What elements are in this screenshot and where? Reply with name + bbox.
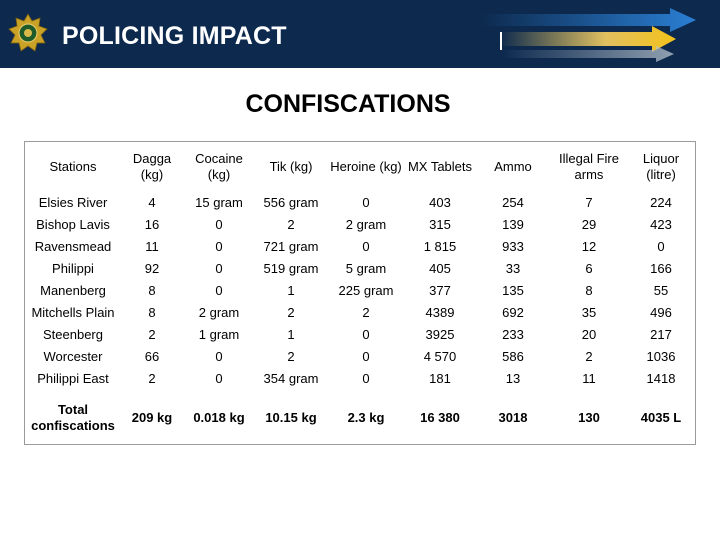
column-header: Heroine (kg) [330,159,402,174]
table-cell: 933 [502,239,524,254]
table-cell: 1 gram [198,327,240,342]
table-cell: 2 [287,305,295,320]
table-cell: 166 [650,261,672,276]
station-cell: Worcester [43,349,103,364]
column-header: Ammo [494,159,532,174]
table-cell: 0 [362,371,370,386]
police-badge-icon [8,13,48,53]
table-cell: 0 [362,349,370,364]
table-cell: 209 kg [131,410,173,425]
table-cell: 66 [144,349,160,364]
table-row [25,236,695,258]
slide-title: CONFISCATIONS [245,90,451,118]
table-cell: 92 [144,261,160,276]
table-cell: 12 [581,239,597,254]
table-cell: 0 [657,239,665,254]
table-cell: 423 [650,217,672,232]
table-cell: 354 gram [263,371,319,386]
table-total-row [25,390,695,446]
table-cell: 181 [429,371,451,386]
table-cell: 135 [502,283,524,298]
table-cell: 0 [362,195,370,210]
column-header: Dagga (kg) [132,151,172,182]
table-cell: 556 gram [263,195,319,210]
table-row [25,368,695,390]
station-cell: Elsies River [38,195,108,210]
column-header: Illegal Fire arms [559,151,619,182]
table-row [25,280,695,302]
table-cell: 35 [581,305,597,320]
table-cell: 55 [653,283,669,298]
table-row [25,346,695,368]
table-cell: 3925 [425,327,455,342]
table-cell: 586 [502,349,524,364]
table-cell: 2 [585,349,593,364]
table-cell: 1 815 [423,239,457,254]
table-row [25,302,695,324]
column-header: Liquor (litre) [642,151,680,182]
table-cell: 1036 [646,349,676,364]
table-cell: 0 [362,327,370,342]
table-row [25,258,695,280]
table-cell: 721 gram [263,239,319,254]
table-cell: 496 [650,305,672,320]
table-cell: 4389 [425,305,455,320]
table-cell: 16 [144,217,160,232]
table-cell: 2 [287,217,295,232]
table-cell: 33 [505,261,521,276]
table-cell: 7 [585,195,593,210]
column-header: Cocaine (kg) [195,151,243,182]
table-cell: 2 gram [345,217,387,232]
table-cell: 377 [429,283,451,298]
table-cell: 5 gram [345,261,387,276]
table-cell: 217 [650,327,672,342]
table-cell: 13 [505,371,521,386]
table-cell: 519 gram [263,261,319,276]
table-cell: 254 [502,195,524,210]
station-cell: Philippi East [37,371,109,386]
header-bar [0,0,720,68]
confiscations-table [25,142,695,446]
table-header-row [25,142,695,192]
table-cell: 2 [362,305,370,320]
table-cell: 403 [429,195,451,210]
table-cell: 1418 [646,371,676,386]
table-cell: 0 [362,239,370,254]
table-cell: 2 [148,371,156,386]
station-cell: Ravensmead [34,239,112,254]
table-cell: 405 [429,261,451,276]
table-row [25,192,695,214]
table-cell: 4 [148,195,156,210]
table-cell: 139 [502,217,524,232]
table-cell: 4 570 [423,349,457,364]
station-cell: Steenberg [43,327,103,342]
table-cell: 0 [215,283,223,298]
table-cell: 29 [581,217,597,232]
column-header: Tik (kg) [269,159,313,174]
table-row [25,214,695,236]
table-cell: 0 [215,239,223,254]
table-cell: 130 [578,410,600,425]
station-cell: Manenberg [40,283,106,298]
table-cell: 315 [429,217,451,232]
table-cell: 4035 L [640,410,682,425]
table-cell: 8 [585,283,593,298]
table-cell: 2 [287,349,295,364]
table-cell: 233 [502,327,524,342]
table-cell: 2 [148,327,156,342]
table-cell: 692 [502,305,524,320]
table-cell: 10.15 kg [265,410,317,425]
table-cell: 0 [215,371,223,386]
table-cell: 8 [148,305,156,320]
table-cell: 15 gram [195,195,243,210]
table-cell: 2 gram [198,305,240,320]
table-cell: 2.3 kg [347,410,385,425]
table-cell: 0.018 kg [193,410,245,425]
table-cell: 0 [215,217,223,232]
table-cell: 16 380 [420,410,460,425]
header-title: POLICING IMPACT [62,22,287,50]
table-cell: 225 gram [338,283,394,298]
table-cell: 11 [145,239,159,254]
column-header: MX Tablets [407,159,473,174]
table-row [25,324,695,346]
station-cell: Bishop Lavis [36,217,110,232]
table-cell: 11 [582,371,596,386]
station-cell: Philippi [52,261,94,276]
table-cell: 8 [148,283,156,298]
table-cell: 20 [581,327,597,342]
table-cell: 0 [215,261,223,276]
station-cell: Total confiscations [31,402,115,433]
table-cell: 6 [585,261,593,276]
table-cell: 0 [215,349,223,364]
decorative-arrows-icon [480,6,710,62]
table-cell: 3018 [498,410,528,425]
table-cell: 224 [650,195,672,210]
station-cell: Mitchells Plain [31,305,115,320]
table-cell: 1 [287,283,295,298]
table-cell: 1 [287,327,295,342]
confiscations-table-frame [24,141,696,445]
column-header: Stations [49,159,97,174]
